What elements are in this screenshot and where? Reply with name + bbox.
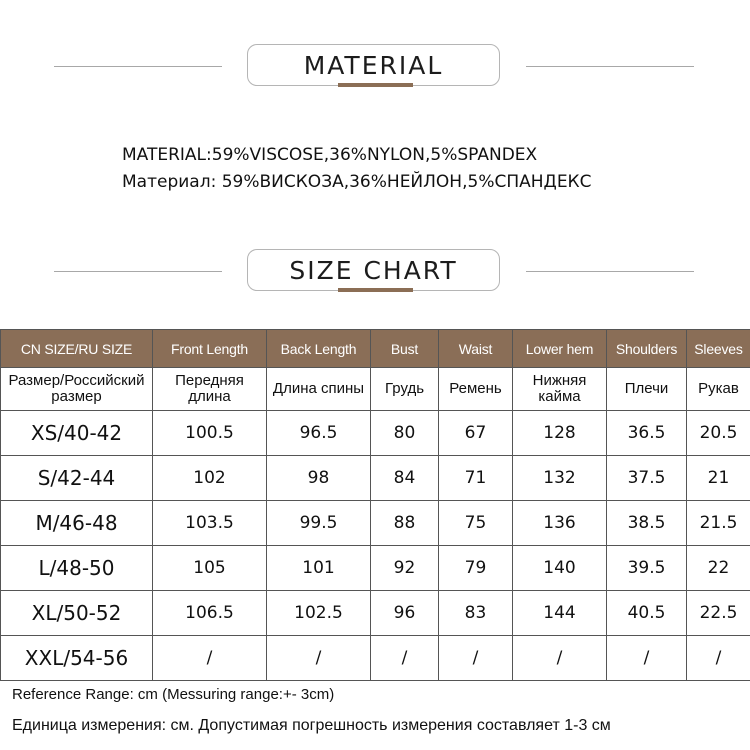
header-ru-shoulders: Плечи bbox=[607, 368, 687, 411]
header-sleeves: Sleeves bbox=[687, 330, 750, 368]
table-cell: 144 bbox=[513, 591, 607, 636]
header-ru-size: Размер/Российский размер bbox=[1, 368, 153, 411]
table-cell: 105 bbox=[153, 546, 267, 591]
table-cell: 21 bbox=[687, 456, 750, 501]
table-row bbox=[1, 411, 750, 456]
header-ru-back-length: Длина спины bbox=[267, 368, 371, 411]
table-cell: / bbox=[153, 636, 267, 681]
size-cell: L/48-50 bbox=[1, 546, 153, 591]
material-en-label: MATERIAL: bbox=[122, 145, 212, 165]
header-waist: Waist bbox=[439, 330, 513, 368]
table-cell: / bbox=[513, 636, 607, 681]
table-cell: 22.5 bbox=[687, 591, 750, 636]
header-ru-front-length: Передняя длина bbox=[153, 368, 267, 411]
divider-line bbox=[526, 271, 694, 272]
material-en-row bbox=[122, 142, 682, 169]
size-chart-table bbox=[0, 329, 750, 681]
table-row bbox=[1, 636, 750, 681]
size-cell: XS/40-42 bbox=[1, 411, 153, 456]
table-cell: 38.5 bbox=[607, 501, 687, 546]
material-en-value: 59%VISCOSE,36%NYLON,5%SPANDEX bbox=[211, 145, 538, 165]
table-cell: 140 bbox=[513, 546, 607, 591]
material-ru-label: Материал: bbox=[122, 172, 217, 192]
table-cell: 20.5 bbox=[687, 411, 750, 456]
table-cell: 100.5 bbox=[153, 411, 267, 456]
table-cell: 96.5 bbox=[267, 411, 371, 456]
table-cell: 36.5 bbox=[607, 411, 687, 456]
table-cell: / bbox=[687, 636, 750, 681]
size-chart-section-header bbox=[0, 249, 750, 309]
measurement-notes bbox=[12, 680, 742, 742]
table-cell: 71 bbox=[439, 456, 513, 501]
table-cell: 98 bbox=[267, 456, 371, 501]
table-cell: 37.5 bbox=[607, 456, 687, 501]
table-cell: 102 bbox=[153, 456, 267, 501]
material-title: MATERIAL bbox=[247, 44, 500, 86]
size-chart-title: SIZE CHART bbox=[247, 249, 500, 291]
table-row bbox=[1, 456, 750, 501]
table-cell: 128 bbox=[513, 411, 607, 456]
table-header-row bbox=[1, 330, 750, 368]
size-cell: XL/50-52 bbox=[1, 591, 153, 636]
table-cell: 80 bbox=[371, 411, 439, 456]
table-cell: 79 bbox=[439, 546, 513, 591]
reference-range-note: Reference Range: cm (Messuring range:+- 3cm) bbox=[12, 686, 335, 703]
table-cell: 75 bbox=[439, 501, 513, 546]
table-cell: 83 bbox=[439, 591, 513, 636]
table-cell: / bbox=[267, 636, 371, 681]
table-row bbox=[1, 501, 750, 546]
title-underline bbox=[338, 83, 413, 87]
material-section-header bbox=[0, 44, 750, 104]
header-size: CN SIZE/RU SIZE bbox=[1, 330, 153, 368]
size-cell: XXL/54-56 bbox=[1, 636, 153, 681]
divider-line bbox=[54, 66, 222, 67]
table-cell: 39.5 bbox=[607, 546, 687, 591]
material-description bbox=[122, 142, 682, 196]
table-cell: 40.5 bbox=[607, 591, 687, 636]
header-front-length: Front Length bbox=[153, 330, 267, 368]
header-ru-waist: Ремень bbox=[439, 368, 513, 411]
header-ru-lower-hem: Нижняя кайма bbox=[513, 368, 607, 411]
table-cell: 101 bbox=[267, 546, 371, 591]
table-cell: 84 bbox=[371, 456, 439, 501]
material-ru-value: 59%ВИСКОЗА,36%НЕЙЛОН,5%СПАНДЕКС bbox=[221, 172, 592, 192]
title-underline bbox=[338, 288, 413, 292]
size-cell: M/46-48 bbox=[1, 501, 153, 546]
table-cell: 92 bbox=[371, 546, 439, 591]
header-lower-hem: Lower hem bbox=[513, 330, 607, 368]
header-ru-sleeves: Рукав bbox=[687, 368, 750, 411]
table-cell: 102.5 bbox=[267, 591, 371, 636]
header-ru-bust: Грудь bbox=[371, 368, 439, 411]
header-back-length: Back Length bbox=[267, 330, 371, 368]
table-cell: 99.5 bbox=[267, 501, 371, 546]
table-cell: 103.5 bbox=[153, 501, 267, 546]
table-cell: 96 bbox=[371, 591, 439, 636]
size-cell: S/42-44 bbox=[1, 456, 153, 501]
table-cell: 136 bbox=[513, 501, 607, 546]
measurement-unit-note-ru: Единица измерения: см. Допустимая погрешность измерения составляет 1-3 см bbox=[12, 717, 611, 734]
table-cell: 88 bbox=[371, 501, 439, 546]
table-cell: / bbox=[439, 636, 513, 681]
table-cell: / bbox=[607, 636, 687, 681]
header-bust: Bust bbox=[371, 330, 439, 368]
table-cell: 21.5 bbox=[687, 501, 750, 546]
table-cell: 106.5 bbox=[153, 591, 267, 636]
table-row bbox=[1, 591, 750, 636]
table-cell: 22 bbox=[687, 546, 750, 591]
table-cell: / bbox=[371, 636, 439, 681]
table-row bbox=[1, 546, 750, 591]
material-ru-row bbox=[122, 169, 682, 196]
table-cell: 132 bbox=[513, 456, 607, 501]
table-cell: 67 bbox=[439, 411, 513, 456]
divider-line bbox=[526, 66, 694, 67]
table-header-ru-row bbox=[1, 368, 750, 411]
header-shoulders: Shoulders bbox=[607, 330, 687, 368]
divider-line bbox=[54, 271, 222, 272]
